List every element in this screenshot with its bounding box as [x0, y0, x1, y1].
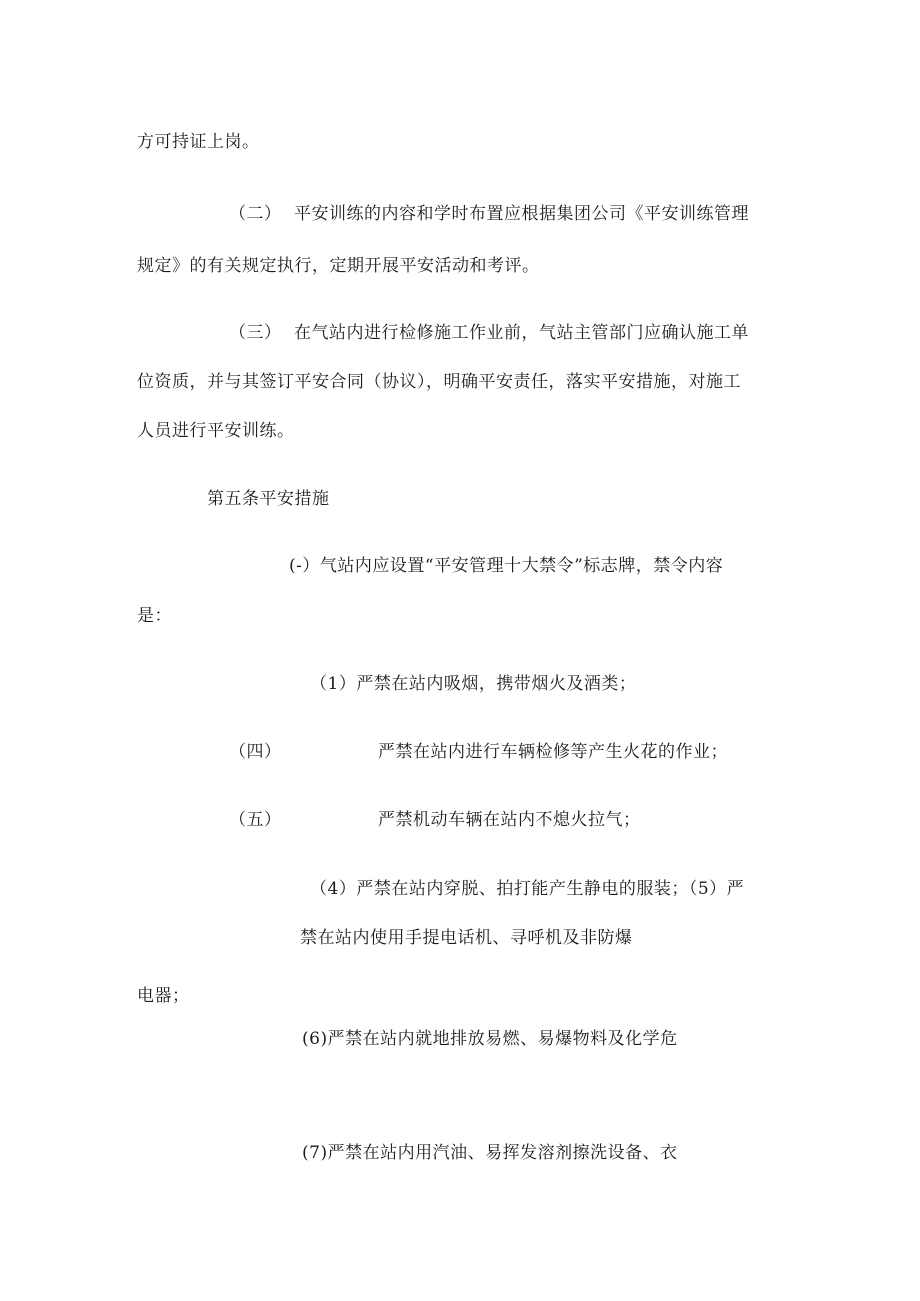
text-line: (-）气站内应设置“平安管理十大禁令”标志牌，禁令内容: [289, 556, 724, 576]
list-item: 电器；: [137, 986, 190, 1006]
section-marker: （四）: [229, 742, 282, 762]
text-line: 是：: [137, 606, 172, 626]
article-heading: 第五条平安措施: [207, 489, 330, 509]
list-item: (6)严禁在站内就地排放易燃、易爆物料及化学危: [302, 1029, 678, 1049]
section-marker: （三）: [229, 323, 282, 343]
list-item: （1）严禁在站内吸烟，携带烟火及酒类；: [310, 674, 637, 694]
text-line: 在气站内进行检修施工作业前，气站主管部门应确认施工单: [294, 323, 749, 343]
section-marker: （二）: [229, 204, 282, 224]
text-line: 规定》的有关规定执行，定期开展平安活动和考评。: [137, 256, 540, 276]
text-line: 位资质，并与其签订平安合同（协议），明确平安责任，落实平安措施，对施工: [137, 372, 741, 392]
text-line: 方可持证上岗。: [137, 132, 260, 152]
list-item: (7)严禁在站内用汽油、易挥发溶剂擦洗设备、衣: [302, 1143, 678, 1163]
text-line: 人员进行平安训练。: [137, 421, 295, 441]
section-marker: （五）: [229, 810, 282, 830]
list-item: （4）严禁在站内穿脱、拍打能产生静电的服装；（5）严: [310, 879, 745, 899]
list-item: 严禁机动车辆在站内不熄火拉气；: [378, 810, 641, 830]
list-item: 禁在站内使用手提电话机、寻呼机及非防爆: [300, 928, 633, 948]
text-line: 平安训练的内容和学时布置应根据集团公司《平安训练管理: [294, 204, 749, 224]
list-item: 严禁在站内进行车辆检修等产生火花的作业；: [378, 742, 728, 762]
